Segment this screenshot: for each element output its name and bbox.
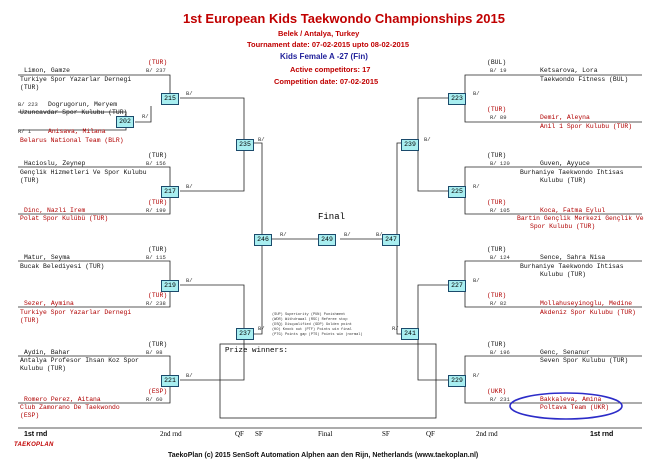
entry-id: B/ 156: [146, 160, 166, 167]
club: Burhaniye Taekwondo Ihtisas: [520, 169, 624, 176]
competitor-name: Guven, Ayyuce: [540, 160, 590, 167]
match-217: 217: [161, 186, 179, 198]
mark-229: R/: [473, 372, 480, 379]
club: Seven Spor Kulubu (TUR): [540, 357, 629, 364]
mark-237: B/: [258, 325, 265, 332]
active-competitors: Active competitors: 17: [290, 65, 371, 74]
round-label-2nd-right: 2nd rnd: [476, 430, 498, 438]
round-label-sf-left: SF: [255, 430, 263, 438]
mark-215: B/: [186, 90, 193, 97]
entry-id: R/ 238: [146, 300, 166, 307]
club: Belarus National Team (BLR): [20, 137, 124, 144]
match-215: 215: [161, 93, 179, 105]
country: (TUR): [148, 152, 168, 159]
round-label-qf-right: QF: [426, 430, 435, 438]
entry-id: R/ 231: [490, 396, 510, 403]
legend-line: (SUP) Superiority (PUN) Punishment: [272, 313, 346, 317]
mark-249: B/: [344, 231, 351, 238]
match-225: 225: [448, 186, 466, 198]
entry-id: R/ 60: [146, 396, 163, 403]
mark-239: B/: [424, 136, 431, 143]
country: (TUR): [487, 246, 507, 253]
match-249: 249: [318, 234, 336, 246]
club: Anil 1 Spor Kulubu (TUR): [540, 123, 633, 130]
round-label-2nd-left: 2nd rnd: [160, 430, 182, 438]
club: Antalya Profesor Ihsan Koz Spor: [20, 357, 139, 364]
page-title: 1st European Kids Taekwondo Championships 2015: [183, 11, 505, 26]
competitor-name: Anisava, Milana: [48, 128, 106, 135]
round-label-final: Final: [318, 430, 333, 438]
entry-id: R/ 105: [490, 207, 510, 214]
competitor-name: Dinc, Nazli Irem: [24, 207, 86, 214]
entry-id: B/ 237: [146, 67, 166, 74]
mark-225: R/: [473, 183, 480, 190]
country: (TUR): [487, 199, 507, 206]
club-country: Kulubu (TUR): [540, 271, 587, 278]
club-country: (ESP): [20, 412, 40, 419]
entry-id: R/ 1: [18, 128, 32, 135]
club: Bucak Belediyesi (TUR): [20, 263, 105, 270]
club: Uzuncavdar Spor Kulubu (TUR): [20, 109, 128, 116]
match-202: 202: [116, 116, 134, 128]
mark-235: B/: [258, 136, 265, 143]
mark-247: B/: [376, 231, 383, 238]
competitor-name: Demir, Aleyna: [540, 114, 590, 121]
legend-line: (WDR) Withdrawal (RSC) Referee stop: [272, 318, 348, 322]
club-country: (TUR): [20, 317, 40, 324]
round-label-1st-left: 1st rnd: [24, 431, 48, 438]
match-247: 247: [382, 234, 400, 246]
club: Turkiye Spor Yazarlar Dernegi: [20, 309, 132, 316]
club: Burhaniye Taekwondo Ihtisas: [520, 263, 624, 270]
match-241: 241: [401, 328, 419, 340]
round-label-sf-right: SF: [382, 430, 390, 438]
club-country: Spor Kulubu (TUR): [530, 223, 596, 230]
match-223: 223: [448, 93, 466, 105]
legend-line: (KO) Knock out (PTF) Points win final: [272, 328, 352, 332]
club-country: (TUR): [20, 177, 40, 184]
country: (TUR): [148, 59, 168, 66]
competitor-name: Aydin, Bahar: [24, 349, 71, 356]
club: Taekwondo Fitness (BUL): [540, 76, 629, 83]
footer: TaekoPlan (c) 2015 SenSoft Automation Alphen aan den Rijn, Netherlands (www.taekoplan.nl): [168, 452, 479, 459]
country: (TUR): [487, 152, 507, 159]
category: Kids Female A -27 (Fin): [280, 52, 368, 61]
competitor-name: Sezer, Aymina: [24, 300, 74, 307]
match-221: 221: [161, 375, 179, 387]
mark-241: R/: [392, 325, 399, 332]
club: Polat Spor Kulübü (TUR): [20, 215, 109, 222]
entry-id: R/ 89: [490, 114, 507, 121]
competitor-name: Ketsarova, Lora: [540, 67, 598, 74]
competitor-name: Hacioslu, Zeynep: [24, 160, 86, 167]
competitor-name: Genc, Senanur: [540, 349, 590, 356]
mark-219: B/: [186, 277, 193, 284]
competitor-name: Dogrugorun, Meryem: [48, 101, 118, 108]
entry-id: B/ 124: [490, 254, 510, 261]
club-country: (TUR): [20, 84, 40, 91]
competitor-name: Romero Perez, Aitana: [24, 396, 101, 403]
club-country: Kulubu (TUR): [20, 365, 67, 372]
club: Turkiye Spor Yazarlar Dernegi: [20, 76, 132, 83]
club: Poltava Team (UKR): [540, 404, 610, 411]
country: (TUR): [487, 106, 507, 113]
entry-id: B/ 98: [146, 349, 163, 356]
country: (TUR): [148, 292, 168, 299]
club: Bartin Gençlik Merkezi Gençlik Ve: [517, 215, 644, 222]
competitor-name: Mollahuseyinoglu, Medine: [540, 300, 633, 307]
tournament-dates: Tournament date: 07-02-2015 upto 08-02-2015: [247, 40, 410, 49]
competitor-name: Sence, Sahra Nisa: [540, 254, 606, 261]
prize-winners-label: Prize winners:: [225, 347, 289, 355]
match-235: 235: [236, 139, 254, 151]
country: (ESP): [148, 388, 168, 395]
match-239: 239: [401, 139, 419, 151]
entry-id: R/ 199: [146, 207, 166, 214]
round-label-qf-left: QF: [235, 430, 244, 438]
country: (TUR): [487, 341, 507, 348]
entry-id: B/ 115: [146, 254, 166, 261]
club: Club Zamorano De Taekwondo: [20, 404, 120, 411]
mark-202: R/: [142, 113, 149, 120]
competitor-name: Matur, Seyma: [24, 254, 71, 261]
match-227: 227: [448, 280, 466, 292]
mark-223: B/: [473, 90, 480, 97]
entry-id: B/ 120: [490, 160, 510, 167]
legend-line: (PTG) Points gap (PTS) Points win (normal): [272, 333, 363, 337]
competition-date: Competition date: 07-02-2015: [274, 77, 379, 86]
entry-id: R/ 82: [490, 300, 507, 307]
mark-221: B/: [186, 372, 193, 379]
mark-227: B/: [473, 277, 480, 284]
competitor-name: Bakkaleva, Amina: [540, 396, 602, 403]
country: (TUR): [487, 292, 507, 299]
entry-id: B/ 19: [490, 67, 507, 74]
mark-217: B/: [186, 183, 193, 190]
club: Gençlik Hizmetleri Ve Spor Kulubu: [20, 169, 147, 176]
club-country: Kulubu (TUR): [540, 177, 587, 184]
round-label-1st-right: 1st rnd: [590, 431, 614, 438]
location: Belek / Antalya, Turkey: [278, 29, 360, 38]
country: (BUL): [487, 59, 507, 66]
taekoplan-logo: [14, 440, 60, 454]
competitor-name: Koca, Fatma Eylul: [540, 207, 606, 214]
legend-line: (DSQ) Disqualified (GDP) Golden point: [272, 323, 352, 327]
country: (TUR): [148, 246, 168, 253]
country: (TUR): [148, 199, 168, 206]
country: (TUR): [148, 341, 168, 348]
country: (UKR): [487, 388, 507, 395]
match-229: 229: [448, 375, 466, 387]
competitor-name: Limon, Gamze: [24, 67, 71, 74]
logo-text: TAEKOPLAN: [14, 442, 54, 448]
entry-id: B/ 196: [490, 349, 510, 356]
match-246: 246: [254, 234, 272, 246]
match-219: 219: [161, 280, 179, 292]
match-237: 237: [236, 328, 254, 340]
entry-id: B/ 223: [18, 101, 38, 108]
final-label: Final: [318, 212, 346, 222]
club: Akdeniz Spor Kulubu (TUR): [540, 309, 636, 316]
mark-246: R/: [280, 231, 287, 238]
